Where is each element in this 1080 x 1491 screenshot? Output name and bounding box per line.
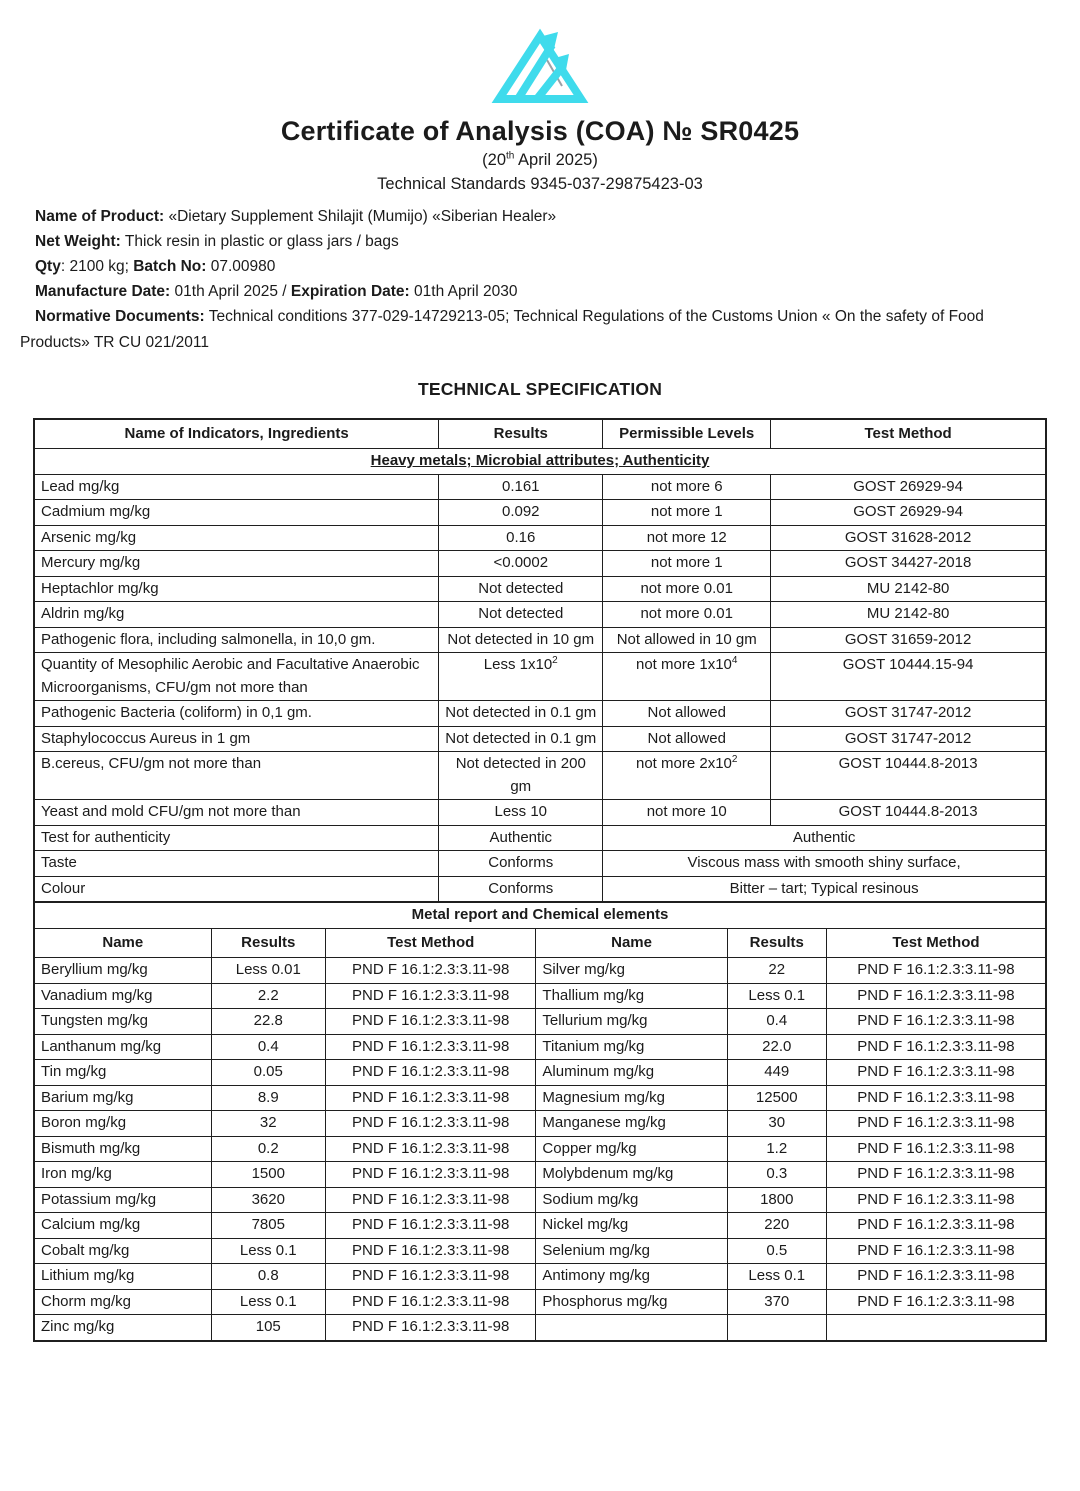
metal-method-cell: PND F 16.1:2.3:3.11-98 [826,1213,1046,1239]
method-cell: MU 2142-80 [771,602,1046,628]
technical-specification-table [33,418,1047,904]
permissible-cell: not more 0.01 [603,576,771,602]
spec-row [34,825,1046,851]
brand-logo [33,20,1047,106]
metal-result-cell: Less 0.1 [727,1264,826,1290]
info-line [20,229,1047,254]
method-cell: GOST 26929-94 [771,474,1046,500]
metal-result-cell: 3620 [211,1187,325,1213]
info-label: Net Weight: [35,233,121,251]
metal-result-cell: 105 [211,1315,325,1341]
info-label: Name of Product: [35,208,165,225]
metal-name-cell: Chorm mg/kg [34,1289,211,1315]
metal-name-cell: Magnesium mg/kg [536,1085,727,1111]
spec-row [34,876,1046,902]
page-title: Certificate of Analysis (COA) № SR0425 [280,116,800,146]
metal-result-cell: 0.3 [727,1162,826,1188]
info-line [20,204,1047,229]
spec-row [34,500,1046,526]
result-cell: Conforms [439,876,603,902]
indicator-cell: Quantity of Mesophilic Aerobic and Facultative Anaerobic Microorganisms, CFU/gm not more than [34,653,439,701]
info-value: 07.00980 [206,258,276,276]
method-cell: GOST 10444.8-2013 [771,752,1046,800]
metal-name-cell: Sodium mg/kg [536,1187,727,1213]
metal-method-cell: PND F 16.1:2.3:3.11-98 [325,1213,535,1239]
metal-name-cell: Vanadium mg/kg [34,983,211,1009]
metals-row [34,1034,1046,1060]
permissible-cell: not more 12 [603,525,771,551]
info-line [20,254,1047,279]
permissible-cell: not more 1 [603,551,771,577]
metal-method-cell: PND F 16.1:2.3:3.11-98 [826,1085,1046,1111]
info-label: Normative Documents: [35,308,205,326]
metal-name-cell: Barium mg/kg [34,1085,211,1111]
method-cell: GOST 31659-2012 [771,627,1046,653]
metal-result-cell: 1500 [211,1162,325,1188]
spec-row [34,752,1046,800]
method-cell: GOST 31747-2012 [771,701,1046,727]
spec-row [34,726,1046,752]
info-line [20,279,1047,304]
permissible-cell: not more 1 [603,500,771,526]
result-cell: Not detected in 0.1 gm [439,701,603,727]
metals-col-method-left: Test Method [325,928,535,958]
info-label: Batch No: [133,258,207,276]
metal-result-cell: 449 [727,1060,826,1086]
metal-result-cell: 22.8 [211,1009,325,1035]
metals-col-results-left: Results [211,928,325,958]
metal-result-cell: Less 0.1 [211,1238,325,1264]
metal-result-cell [727,1315,826,1341]
metal-method-cell: PND F 16.1:2.3:3.11-98 [325,1034,535,1060]
indicator-cell: Pathogenic flora, including salmonella, in 10,0 gm. [34,627,439,653]
metal-name-cell: Cobalt mg/kg [34,1238,211,1264]
metals-row [34,958,1046,984]
spec-row [34,653,1046,701]
result-cell: 0.092 [439,500,603,526]
metal-result-cell: 22 [727,958,826,984]
metal-result-cell: 8.9 [211,1085,325,1111]
metal-name-cell: Iron mg/kg [34,1162,211,1188]
metal-method-cell: PND F 16.1:2.3:3.11-98 [325,1238,535,1264]
info-value: Thick resin in plastic or glass jars / bags [120,233,399,251]
merged-value-cell: Authentic [603,825,1046,851]
method-cell: MU 2142-80 [771,576,1046,602]
metals-row [34,1009,1046,1035]
metal-name-cell: Beryllium mg/kg [34,958,211,984]
spec-row [34,627,1046,653]
method-cell: GOST 31628-2012 [771,525,1046,551]
metal-result-cell: Less 0.01 [211,958,325,984]
metal-method-cell: PND F 16.1:2.3:3.11-98 [325,958,535,984]
method-cell: GOST 26929-94 [771,500,1046,526]
metal-name-cell: Potassium mg/kg [34,1187,211,1213]
spec-row [34,851,1046,877]
metal-method-cell: PND F 16.1:2.3:3.11-98 [325,1315,535,1341]
permissible-cell: not more 6 [603,474,771,500]
metal-name-cell: Tin mg/kg [34,1060,211,1086]
metals-col-name-left: Name [34,928,211,958]
metal-result-cell: 0.4 [727,1009,826,1035]
spec-row [34,800,1046,826]
metals-row [34,983,1046,1009]
method-cell: GOST 31747-2012 [771,726,1046,752]
metals-row [34,1162,1046,1188]
metals-row [34,1315,1046,1341]
metal-method-cell: PND F 16.1:2.3:3.11-98 [325,1136,535,1162]
metal-name-cell: Manganese mg/kg [536,1111,727,1137]
document-date: (20th April 2025) [482,150,598,169]
metal-method-cell [826,1315,1046,1341]
metal-name-cell: Antimony mg/kg [536,1264,727,1290]
metals-group-header: Metal report and Chemical elements [34,902,1046,928]
metal-name-cell: Silver mg/kg [536,958,727,984]
metal-name-cell: Titanium mg/kg [536,1034,727,1060]
metal-name-cell: Thallium mg/kg [536,983,727,1009]
technical-standards: Technical Standards 9345-037-29875423-03 [377,175,703,193]
method-cell: GOST 34427-2018 [771,551,1046,577]
metal-result-cell: 2.2 [211,983,325,1009]
spec-row [34,474,1046,500]
spec-group-header: Heavy metals; Microbial attributes; Authenticity [34,449,1046,475]
metal-name-cell: Selenium mg/kg [536,1238,727,1264]
metal-name-cell: Tellurium mg/kg [536,1009,727,1035]
metal-method-cell: PND F 16.1:2.3:3.11-98 [826,1034,1046,1060]
indicator-cell: Pathogenic Bacteria (coliform) in 0,1 gm. [34,701,439,727]
metal-result-cell: 7805 [211,1213,325,1239]
metal-result-cell: 0.4 [211,1034,325,1060]
metals-group-row [34,902,1046,928]
metals-row [34,1264,1046,1290]
method-cell: GOST 10444.15-94 [771,653,1046,701]
spec-row [34,525,1046,551]
col-header-indicators: Name of Indicators, Ingredients [34,419,439,449]
info-value: 01th April 2030 [409,283,518,301]
permissible-cell: not more $1x10^4$ [603,653,771,701]
metal-result-cell: 220 [727,1213,826,1239]
result-cell: Not detected in 0.1 gm [439,726,603,752]
permissible-cell: not more 0.01 [603,602,771,628]
indicator-cell: Cadmium mg/kg [34,500,439,526]
indicator-cell: Lead mg/kg [34,474,439,500]
col-header-permissible: Permissible Levels [603,419,771,449]
metal-name-cell: Nickel mg/kg [536,1213,727,1239]
metal-method-cell: PND F 16.1:2.3:3.11-98 [325,983,535,1009]
indicator-cell: Colour [34,876,439,902]
metal-method-cell: PND F 16.1:2.3:3.11-98 [826,958,1046,984]
metal-method-cell: PND F 16.1:2.3:3.11-98 [325,1085,535,1111]
metals-header-row [34,928,1046,958]
metal-method-cell: PND F 16.1:2.3:3.11-98 [826,1264,1046,1290]
metal-name-cell: Aluminum mg/kg [536,1060,727,1086]
permissible-cell: Not allowed in 10 gm [603,627,771,653]
metal-result-cell: 12500 [727,1085,826,1111]
info-label: Expiration Date: [290,283,410,301]
mountain-arrows-logo-icon [490,24,590,104]
merged-value-cell: Bitter – tart; Typical resinous [603,876,1046,902]
product-info-block [20,204,1047,355]
metal-method-cell: PND F 16.1:2.3:3.11-98 [325,1289,535,1315]
metal-result-cell: 32 [211,1111,325,1137]
metal-name-cell: Boron mg/kg [34,1111,211,1137]
info-value: «Dietary Supplement Shilajit (Mumijo) «Siberian Healer» [164,208,557,225]
metal-method-cell: PND F 16.1:2.3:3.11-98 [325,1009,535,1035]
metal-method-cell: PND F 16.1:2.3:3.11-98 [826,1162,1046,1188]
indicator-cell: Heptachlor mg/kg [34,576,439,602]
metal-result-cell: 0.05 [211,1060,325,1086]
spec-row [34,701,1046,727]
permissible-cell: not more 10 [603,800,771,826]
metal-result-cell: 1.2 [727,1136,826,1162]
metal-name-cell: Zinc mg/kg [34,1315,211,1341]
metal-method-cell: PND F 16.1:2.3:3.11-98 [826,983,1046,1009]
spec-row [34,551,1046,577]
metal-method-cell: PND F 16.1:2.3:3.11-98 [826,1187,1046,1213]
metals-row [34,1289,1046,1315]
indicator-cell: B.cereus, CFU/gm not more than [34,752,439,800]
result-cell: <0.0002 [439,551,603,577]
spec-group-row [34,449,1046,475]
info-value: Technical conditions 377-029-14729213-05; Technical Regulations of the Customs Union « On the safety of Food Products» TR CU 021/2011 [20,308,984,351]
method-cell: GOST 10444.8-2013 [771,800,1046,826]
metal-name-cell: Phosphorus mg/kg [536,1289,727,1315]
result-cell: Authentic [439,825,603,851]
metal-method-cell: PND F 16.1:2.3:3.11-98 [826,1009,1046,1035]
metal-method-cell: PND F 16.1:2.3:3.11-98 [826,1289,1046,1315]
metal-method-cell: PND F 16.1:2.3:3.11-98 [826,1060,1046,1086]
result-cell: Less $1x10^2$ [439,653,603,701]
metal-name-cell: Copper mg/kg [536,1136,727,1162]
merged-value-cell: Viscous mass with smooth shiny surface, [603,851,1046,877]
metal-name-cell: Bismuth mg/kg [34,1136,211,1162]
metal-name-cell: Molybdenum mg/kg [536,1162,727,1188]
metals-row [34,1060,1046,1086]
info-value: 01th April 2025 / [170,283,291,301]
indicator-cell: Yeast and mold CFU/gm not more than [34,800,439,826]
metals-row [34,1136,1046,1162]
spec-header-row [34,419,1046,449]
result-cell: Not detected in 200 gm [439,752,603,800]
result-cell: Not detected [439,576,603,602]
indicator-cell: Mercury mg/kg [34,551,439,577]
info-line [20,304,1047,354]
indicator-cell: Aldrin mg/kg [34,602,439,628]
metal-method-cell: PND F 16.1:2.3:3.11-98 [826,1136,1046,1162]
result-cell: Conforms [439,851,603,877]
metals-row [34,1085,1046,1111]
metal-result-cell: 0.8 [211,1264,325,1290]
indicator-cell: Staphylococcus Aureus in 1 gm [34,726,439,752]
metal-name-cell: Lanthanum mg/kg [34,1034,211,1060]
metal-result-cell: 0.2 [211,1136,325,1162]
metal-method-cell: PND F 16.1:2.3:3.11-98 [325,1111,535,1137]
metal-result-cell: Less 0.1 [727,983,826,1009]
metal-method-cell: PND F 16.1:2.3:3.11-98 [826,1111,1046,1137]
metals-col-results-right: Results [727,928,826,958]
metals-row [34,1213,1046,1239]
result-cell: 0.161 [439,474,603,500]
metal-name-cell [536,1315,727,1341]
metal-method-cell: PND F 16.1:2.3:3.11-98 [826,1238,1046,1264]
metals-row [34,1187,1046,1213]
metal-method-cell: PND F 16.1:2.3:3.11-98 [325,1162,535,1188]
info-value: : 2100 kg; [60,258,134,276]
technical-specification-heading: TECHNICAL SPECIFICATION [417,378,663,399]
metal-name-cell: Calcium mg/kg [34,1213,211,1239]
spec-row [34,576,1046,602]
result-cell: 0.16 [439,525,603,551]
indicator-cell: Test for authenticity [34,825,439,851]
metal-result-cell: 1800 [727,1187,826,1213]
metal-result-cell: 370 [727,1289,826,1315]
permissible-cell: Not allowed [603,701,771,727]
result-cell: Not detected [439,602,603,628]
permissible-cell: Not allowed [603,726,771,752]
info-label: Manufacture Date: [35,283,171,301]
metal-method-cell: PND F 16.1:2.3:3.11-98 [325,1187,535,1213]
metals-table [33,901,1047,1342]
metals-col-name-right: Name [536,928,727,958]
metal-name-cell: Lithium mg/kg [34,1264,211,1290]
metals-row [34,1111,1046,1137]
metal-result-cell: Less 0.1 [211,1289,325,1315]
info-label: Qty [35,258,61,276]
metal-result-cell: 22.0 [727,1034,826,1060]
result-cell: Less 10 [439,800,603,826]
metals-col-method-right: Test Method [826,928,1046,958]
indicator-cell: Taste [34,851,439,877]
metal-result-cell: 30 [727,1111,826,1137]
permissible-cell: not more $2x10^2$ [603,752,771,800]
col-header-results: Results [439,419,603,449]
result-cell: Not detected in 10 gm [439,627,603,653]
spec-row [34,602,1046,628]
metal-name-cell: Tungsten mg/kg [34,1009,211,1035]
metal-method-cell: PND F 16.1:2.3:3.11-98 [325,1264,535,1290]
metals-row [34,1238,1046,1264]
metal-result-cell: 0.5 [727,1238,826,1264]
col-header-method: Test Method [771,419,1046,449]
indicator-cell: Arsenic mg/kg [34,525,439,551]
metal-method-cell: PND F 16.1:2.3:3.11-98 [325,1060,535,1086]
